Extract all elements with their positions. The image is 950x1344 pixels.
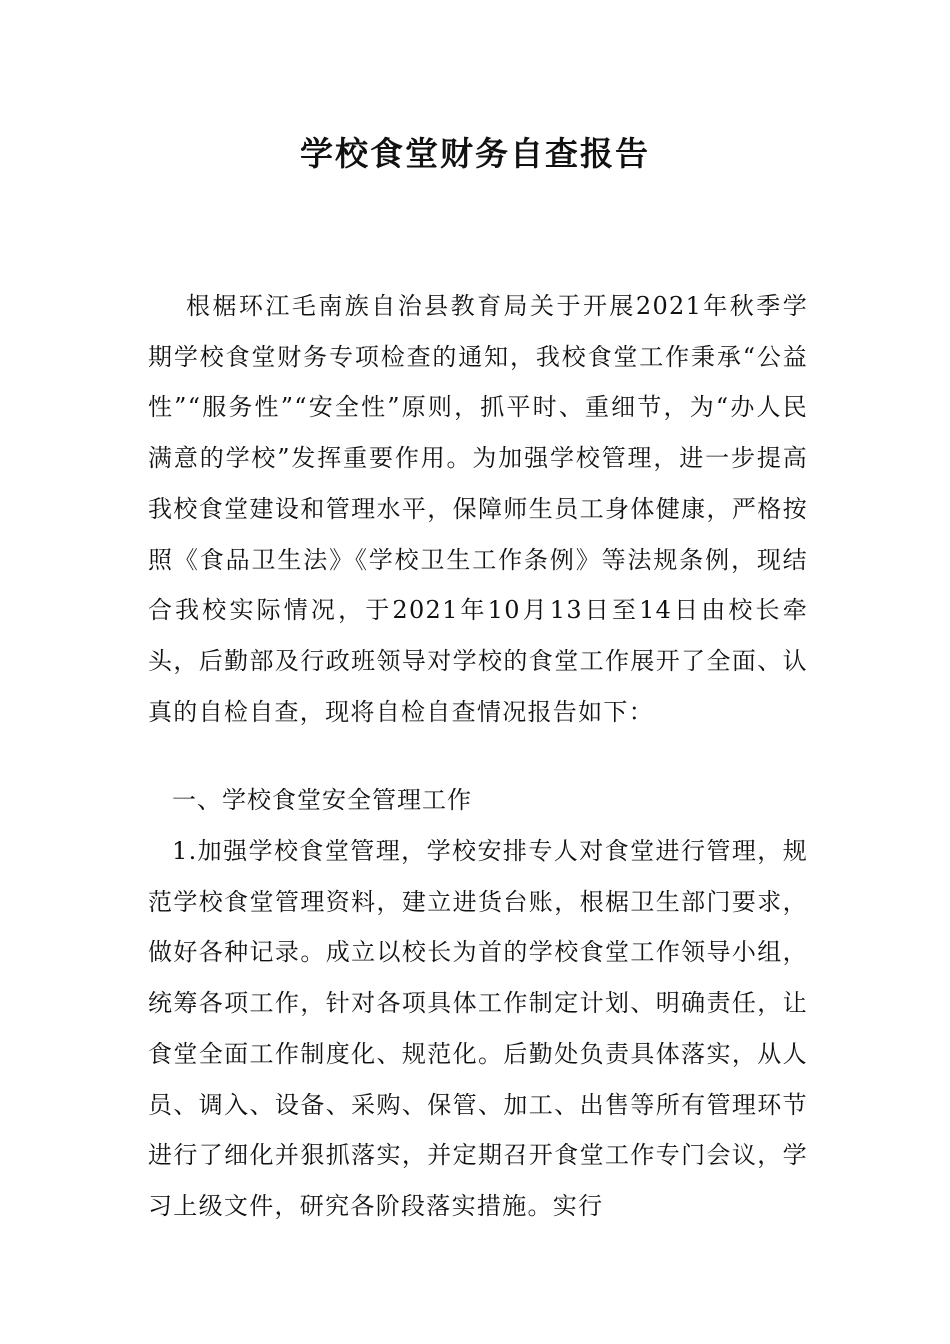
document-title: 学校食堂财务自查报告 (300, 134, 650, 173)
section-heading: 一、学校食堂安全管理工作 (172, 786, 472, 814)
body-paragraph: 1.加强学校食堂管理，学校安排专人对食堂进行管理，规范学校食堂管理资料，建立进货台账，根椐卫生部门要求，做好各种记录。成立以校长为首的学校食堂工作领导小组，统筹各项工作，针对各项具体工作制定计划、明确责任，让食堂全面工作制度化、规范化。后勤处负责具体落实，从人员、调入、设备、采购、保管、加工、出售等所有管理环节进行了细化并狠抓落实，并定期召开食堂工作专门会议，学习上级文件，研究各阶段落实措施。实行 (148, 837, 808, 1220)
intro-paragraph: 根椐环江毛南族自治县教育局关于开展2021年秋季学期学校食堂财务专项检查的通知，我校食堂工作秉承“公益性”“服务性”“安全性”原则，抓平时、重细节，为“办人民满意的学校”发挥重要作用。为加强学校管理，进一步提高我校食堂建设和管理水平，保障师生员工身体健康，严格按照《食品卫生法》《学校卫生工作条例》等法规条例，现结合我校实际情况，于2021年10月13日至14日由校长牵头，后勤部及行政班领导对学校的食堂工作展开了全面、认真的自检自查，现将自检自查情况报告如下： (148, 292, 808, 726)
